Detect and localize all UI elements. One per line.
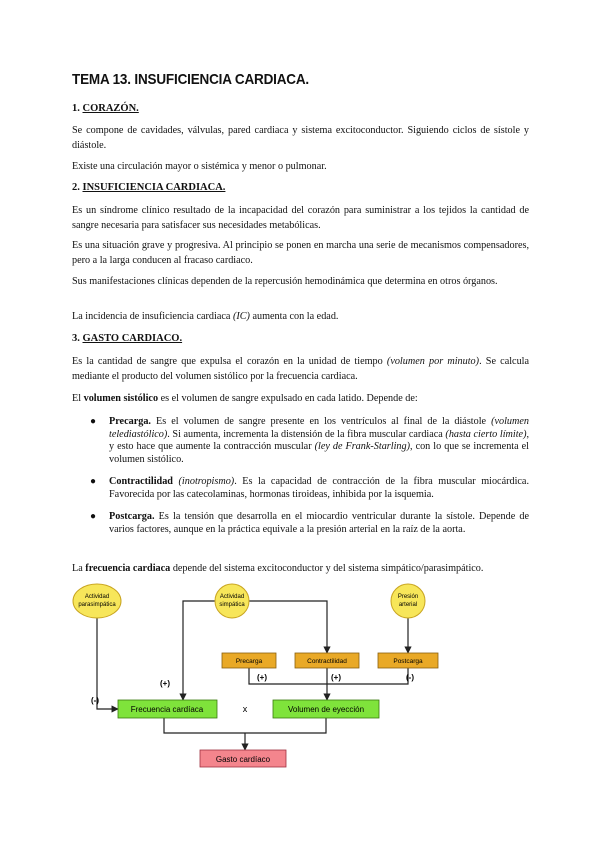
list-item-contractilidad: ● Contractilidad (inotropismo). Es la capacidad de contracción de la fibra muscular miocárdica. Favorecida por las catecolaminas, hormonas tiroideas, inhibida por la isquemia. [90,476,530,500]
sign-contractilidad: (+) [331,673,341,682]
oval-label: parasimpática [78,602,116,608]
bullet-icon: ● [90,476,97,487]
section-title: GASTO CARDIACO. [82,333,183,344]
paragraph-corazon-2: Existe una circulación mayor o sistémica y menor o pulmonar. [72,161,327,172]
oval-label: arterial [398,602,418,608]
box-label: Precarga [235,658,263,665]
sign-parasimpatica: (-) [91,696,99,705]
section-title: CORAZÓN. [82,103,139,114]
multiply-sign: x [242,704,248,714]
sign-postcarga: (-) [406,673,414,682]
oval-label: Actividad [219,594,245,600]
oval-label: simpática [219,602,245,608]
oval-actividad-simpatica [215,584,249,618]
bullet-icon: ● [90,511,97,522]
paragraph-corazon-1: Se compone de cavidades, válvulas, pared cardiaca y sistema excitoconductor. Siguiendo ciclos de sístole y diástole. [72,125,529,151]
box-label: Postcarga [393,658,423,665]
sign-simpatica: (+) [160,679,170,688]
paragraph-gasto-1: Es la cantidad de sangre que expulsa el corazón en la unidad de tiempo (volumen por minuto). Se calcula mediante el producto del volumen sistólico por la frecuencia cardiaca. [72,356,530,382]
paragraph-insuficiencia-3: Sus manifestaciones clínicas dependen de la repercusión hemodinámica que determina en otros órganos. [72,276,498,287]
oval-presion-arterial [391,584,425,618]
section-number: 1. [72,103,80,114]
section-number: 2. [72,182,80,193]
oval-actividad-parasimpatica [73,584,121,618]
oval-label: Actividad [84,594,110,600]
paragraph-insuficiencia-4: La incidencia de insuficiencia cardiaca (IC) aumenta con la edad. [72,311,339,322]
paragraph-frecuencia: La frecuencia cardiaca depende del sistema excitoconductor y del sistema simpático/parasimpático. [72,563,484,574]
oval-label: Presión [397,594,419,600]
section-title: INSUFICIENCIA CARDIACA. [82,182,226,193]
bullet-icon: ● [90,416,97,427]
box-label: Volumen de eyección [287,705,365,714]
page-title: TEMA 13. INSUFICIENCIA CARDIACA. [72,71,310,88]
list-item-postcarga: ● Postcarga. Es la tensión que desarrolla en el miocardio ventricular durante la sístole. Depende de varios factores, aunque en la práctica equivale a la presión arterial en la raíz de la aorta. [90,511,529,535]
box-label: Contractilidad [307,658,347,665]
list-item-precarga: ● Precarga. Es el volumen de sangre presente en los ventrículos al final de la diástole (volumen telediastólico). Si aumenta, incrementa la distensión de la fibra muscular cardiaca (hasta cierto límite), y esto hace que aumente la contracción muscular (ley de Frank-Starling), con lo que se incrementa el volumen sistólico. [90,416,530,465]
paragraph-gasto-2: El volumen sistólico es el volumen de sangre expulsado en cada latido. Depende de: [72,393,418,404]
box-label: Gasto cardíaco [215,755,271,764]
paragraph-insuficiencia-2: Es una situación grave y progresiva. Al principio se ponen en marcha una serie de mecanismos compensadores, pero a la larga conducen al fracaso cardiaco. [72,240,529,266]
paragraph-insuficiencia-1: Es un síndrome clínico resultado de la incapacidad del corazón para suministrar a los tejidos la cantidad de sangre necesaria para satisfacer sus necesidades metabólicas. [72,205,529,231]
box-label: Frecuencia cardíaca [130,705,204,714]
section-number: 3. [72,333,80,344]
sign-precarga: (+) [257,673,267,682]
